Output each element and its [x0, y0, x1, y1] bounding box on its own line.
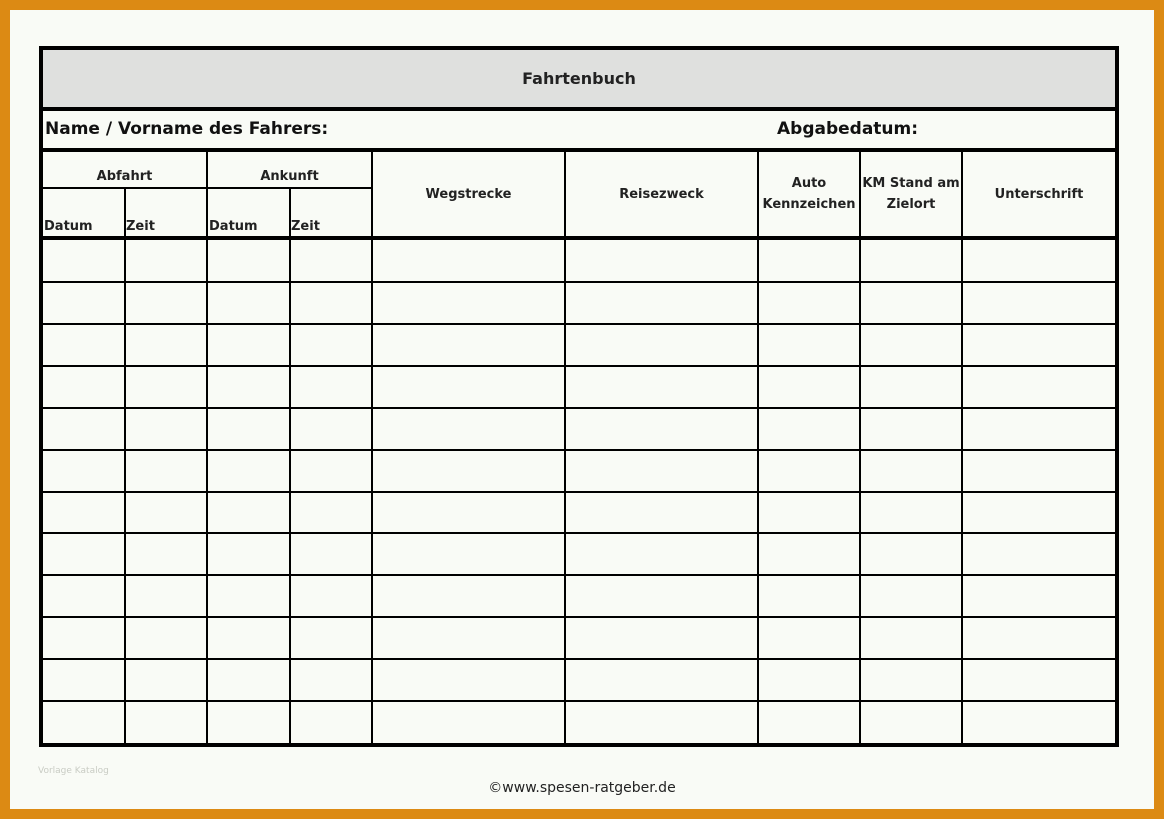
row-divider — [43, 323, 1115, 325]
submission-date-label: Abgabedatum: — [777, 119, 919, 139]
column-divider — [859, 240, 861, 743]
header-divider — [371, 152, 373, 236]
km-stand-line2: Zielort — [886, 197, 936, 212]
ankunft-group-header: Ankunft — [260, 169, 319, 184]
watermark: Vorlage Katalog — [38, 766, 109, 776]
header-divider — [289, 189, 291, 236]
column-divider — [206, 240, 208, 743]
column-divider — [961, 240, 963, 743]
header-divider — [564, 152, 566, 236]
auto-kennzeichen-header — [759, 152, 859, 236]
column-divider — [371, 240, 373, 743]
abfahrt-zeit-header: Zeit — [126, 219, 155, 234]
row-divider — [43, 658, 1115, 660]
abfahrt-datum-header: Datum — [44, 219, 93, 234]
km-stand-line1: KM Stand am — [862, 176, 960, 191]
row-divider — [43, 449, 1115, 451]
row-divider — [43, 700, 1115, 702]
column-divider — [289, 240, 291, 743]
footer-copyright: ©www.spesen-ratgeber.de — [488, 780, 676, 796]
row-divider — [43, 491, 1115, 493]
ankunft-zeit-header: Zeit — [291, 219, 320, 234]
auto-kennzeichen-line2: Kennzeichen — [762, 197, 856, 212]
row-divider — [43, 365, 1115, 367]
header-divider — [757, 152, 759, 236]
column-divider — [564, 240, 566, 743]
form-title: Fahrtenbuch — [43, 50, 1115, 111]
column-divider — [757, 240, 759, 743]
logbook-form — [39, 46, 1119, 747]
row-divider — [43, 574, 1115, 576]
row-divider — [43, 532, 1115, 534]
header-divider — [859, 152, 861, 236]
km-stand-header — [861, 152, 961, 236]
row-divider — [43, 616, 1115, 618]
entry-grid — [43, 240, 1115, 743]
column-divider — [124, 240, 126, 743]
wegstrecke-header: Wegstrecke — [425, 186, 512, 202]
reisezweck-header: Reisezweck — [619, 186, 704, 202]
ankunft-datum-header: Datum — [209, 219, 258, 234]
auto-kennzeichen-line1: Auto — [791, 176, 827, 191]
driver-name-row — [43, 111, 1115, 152]
header-divider — [206, 152, 208, 236]
abfahrt-group-header: Abfahrt — [96, 169, 153, 184]
row-divider — [43, 281, 1115, 283]
header-divider — [961, 152, 963, 236]
table-header — [43, 152, 1115, 236]
row-divider — [43, 407, 1115, 409]
unterschrift-header: Unterschrift — [994, 186, 1084, 202]
header-divider — [124, 189, 126, 236]
driver-name-label: Name / Vorname des Fahrers: — [45, 119, 329, 139]
